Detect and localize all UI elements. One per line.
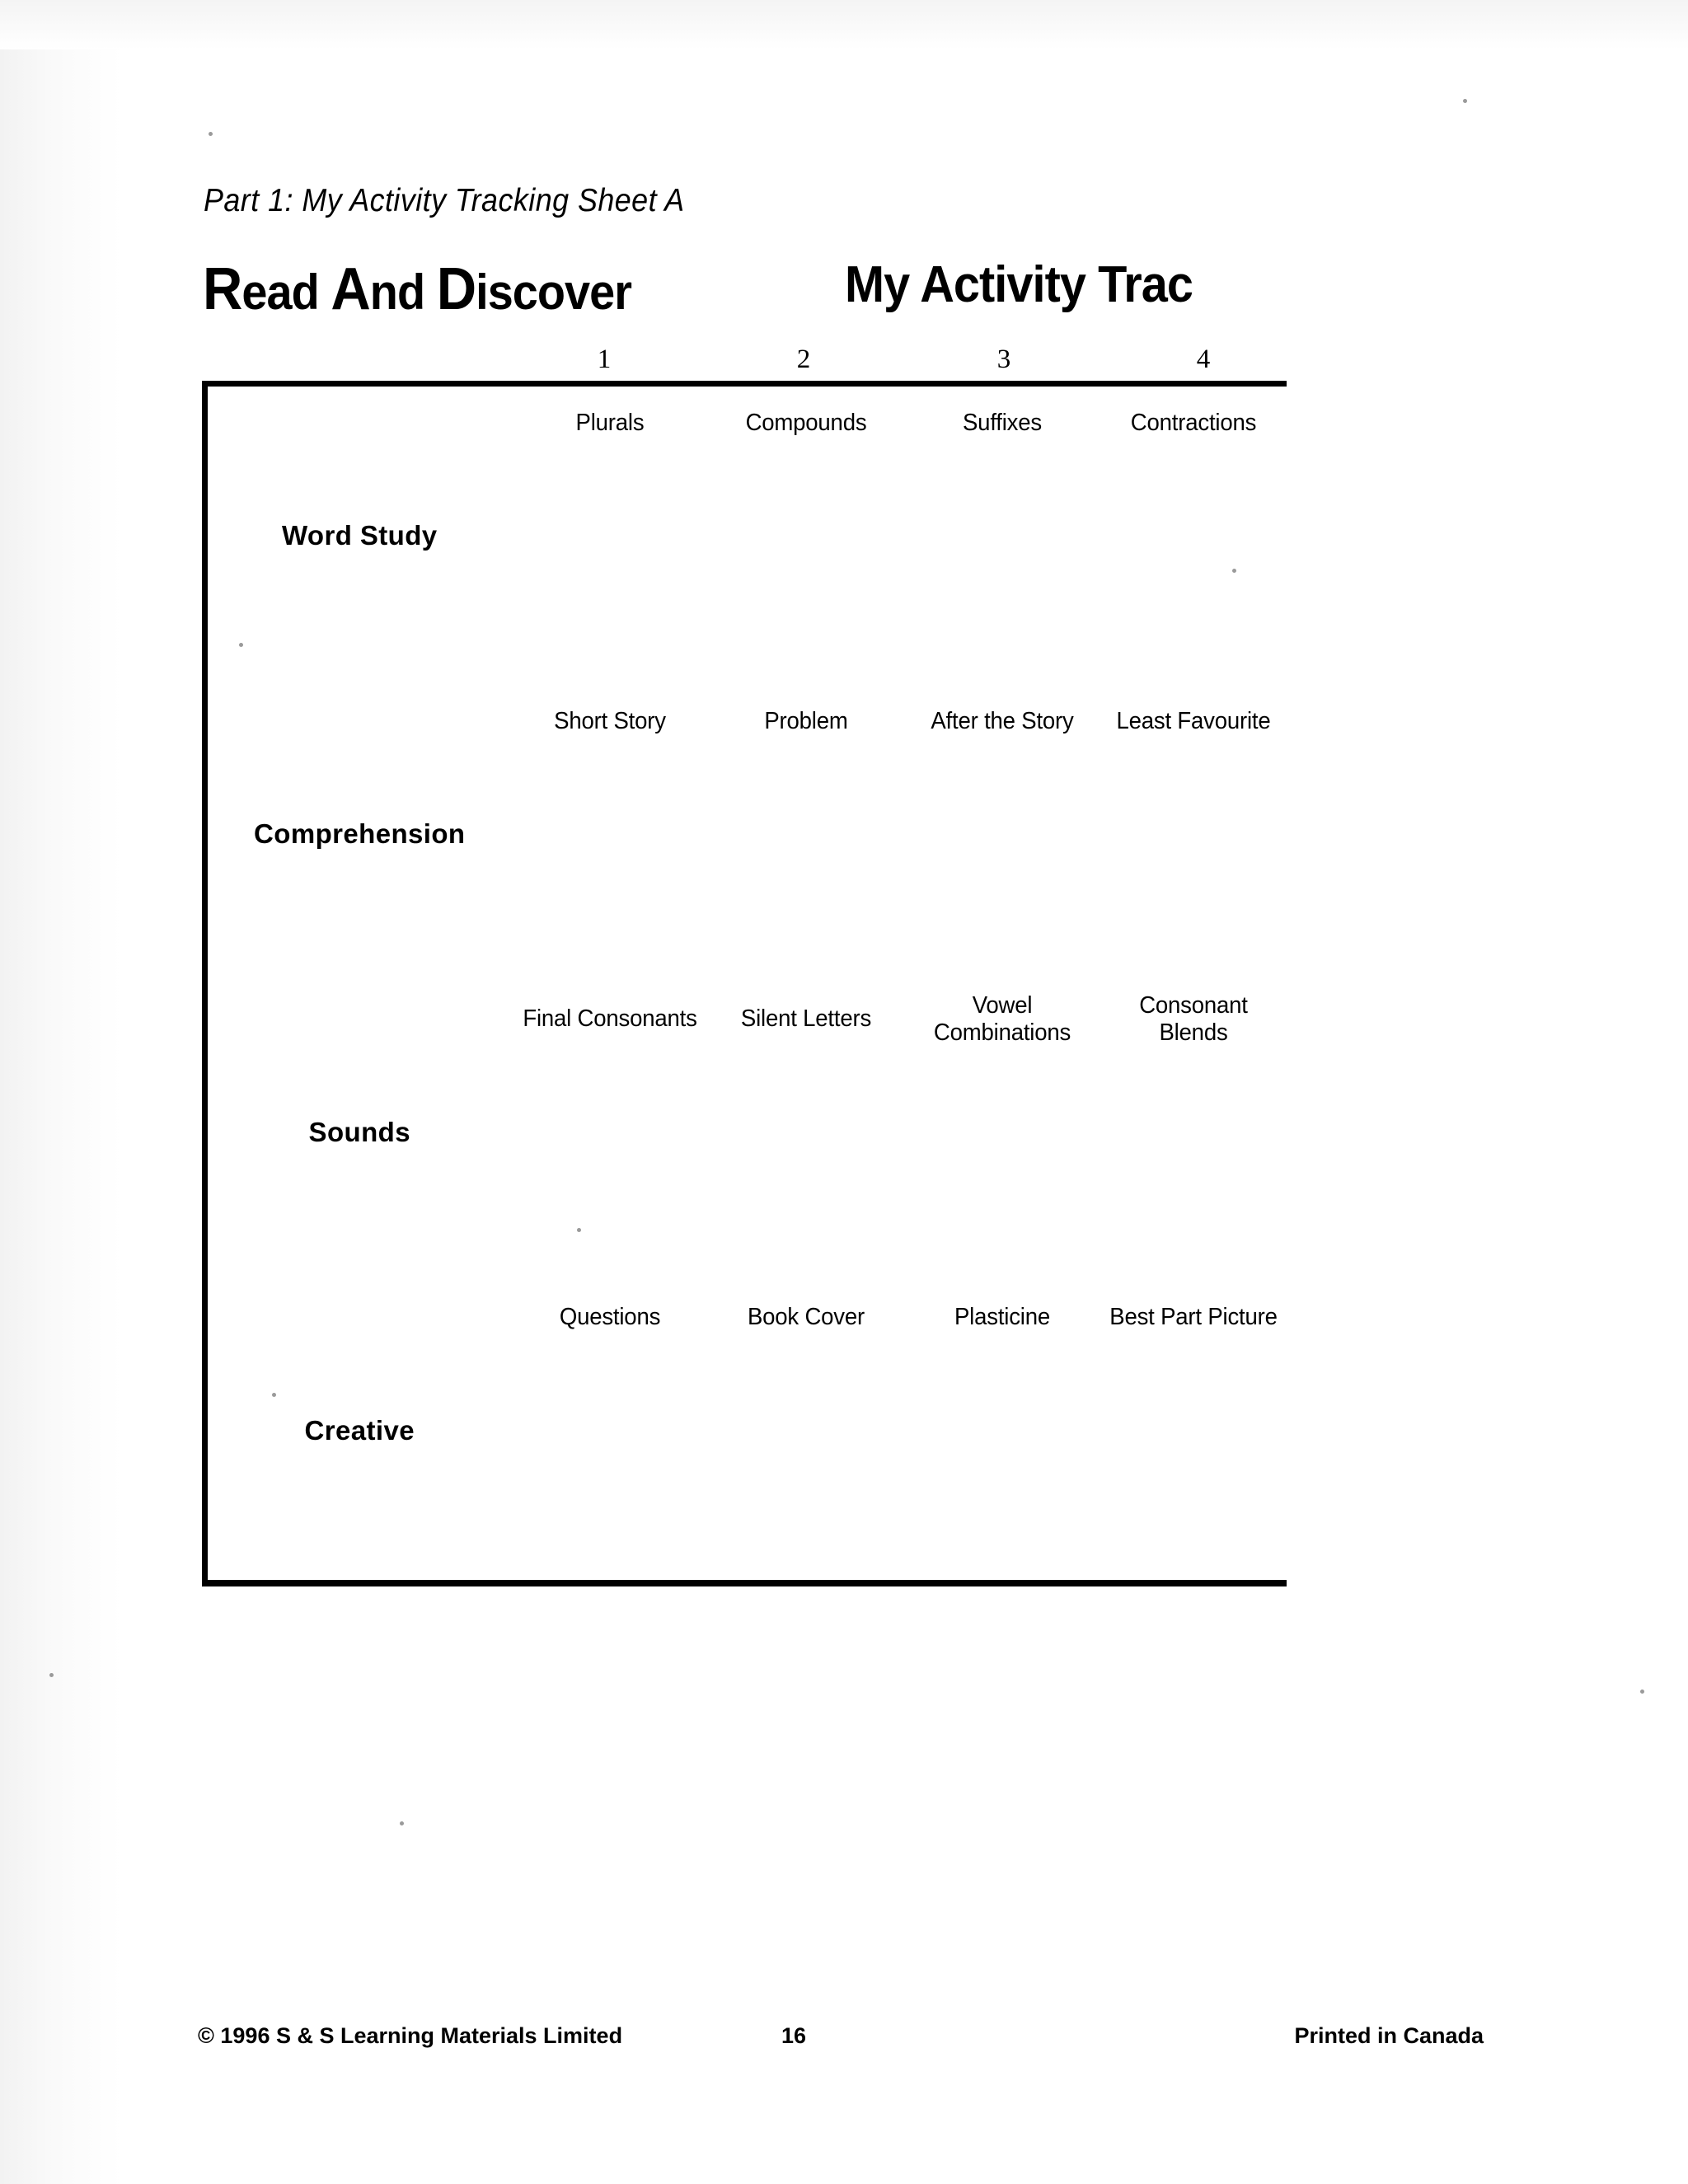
title-cap-a: A [331, 256, 370, 322]
work-area-cell[interactable] [904, 1056, 1100, 1282]
activity-label: Compounds [745, 409, 866, 436]
work-area-cell[interactable] [708, 460, 904, 686]
activity-label: Plasticine [954, 1303, 1050, 1330]
work-area-cell[interactable] [512, 1056, 708, 1282]
title-text-ead: ead [241, 265, 331, 320]
column-number-2: 2 [796, 344, 811, 374]
page-title [198, 255, 1681, 330]
work-area-cell[interactable] [708, 757, 904, 983]
category-label-comprehension: Comprehension [254, 818, 466, 850]
activity-label: Best Part Picture [1109, 1303, 1278, 1330]
title-text-iscover: iscover [476, 265, 632, 320]
column-number-1: 1 [597, 344, 612, 374]
activity-label: Silent Letters [740, 1005, 871, 1033]
activity-label: Least Favourite [1115, 707, 1271, 734]
category-label-word-study: Word Study [281, 520, 438, 551]
category-label-creative: Creative [304, 1414, 415, 1446]
page-footer [198, 2023, 1484, 2056]
work-area-cell[interactable] [1100, 757, 1287, 983]
page-edge-shadow-top [0, 0, 1688, 49]
table-row [205, 1281, 1287, 1353]
scan-speck [49, 1673, 54, 1677]
copyright-notice: © 1996 S & S Learning Materials Limited [198, 2023, 623, 2048]
scan-speck [1463, 99, 1467, 103]
activity-label: Contractions [1130, 409, 1256, 436]
activity-label: Vowel Combinations [933, 991, 1071, 1046]
work-area-cell[interactable] [904, 460, 1100, 686]
activity-label: Suffixes [962, 409, 1042, 436]
activity-label: Final Consonants [522, 1005, 697, 1033]
work-area-cell[interactable] [1100, 1056, 1287, 1282]
page-edge-shadow-left [0, 0, 122, 2184]
title-cap-r: R [203, 256, 242, 322]
page-number: 16 [781, 2023, 807, 2048]
activity-label: Questions [559, 1303, 660, 1330]
scan-speck [400, 1821, 404, 1825]
title-my-activity-tracker: My Activity Trac [845, 256, 1193, 313]
activity-label: Problem [763, 707, 848, 734]
work-area-cell[interactable] [708, 1056, 904, 1282]
column-number-4: 4 [1196, 344, 1211, 374]
activity-label: Book Cover [747, 1303, 865, 1330]
work-area-cell[interactable] [512, 1353, 708, 1583]
part-label: Part 1: My Activity Tracking Sheet A [204, 183, 685, 218]
activity-label: Short Story [553, 707, 666, 734]
column-number-3: 3 [996, 344, 1011, 374]
scan-speck [209, 132, 213, 136]
category-label-sounds: Sounds [308, 1116, 410, 1147]
work-area-cell[interactable] [1100, 1353, 1287, 1583]
activity-tracking-table [202, 381, 1287, 1586]
table-row [205, 685, 1287, 757]
activity-label: Consonant Blends [1138, 991, 1248, 1046]
title-cap-d: D [436, 256, 476, 322]
printed-in-label: Printed in Canada [1294, 2023, 1484, 2048]
work-area-cell[interactable] [904, 757, 1100, 983]
title-read-and-discover [203, 255, 631, 323]
work-area-cell[interactable] [1100, 460, 1287, 686]
table-row [205, 384, 1287, 460]
activity-label: After the Story [930, 707, 1074, 734]
activity-label: Plurals [575, 409, 644, 436]
work-area-cell[interactable] [904, 1353, 1100, 1583]
work-area-cell[interactable] [512, 460, 708, 686]
work-area-cell[interactable] [708, 1353, 904, 1583]
title-text-nd: nd [369, 265, 437, 320]
table-row [205, 983, 1287, 1056]
work-area-cell[interactable] [512, 757, 708, 983]
scan-speck [1640, 1690, 1644, 1694]
